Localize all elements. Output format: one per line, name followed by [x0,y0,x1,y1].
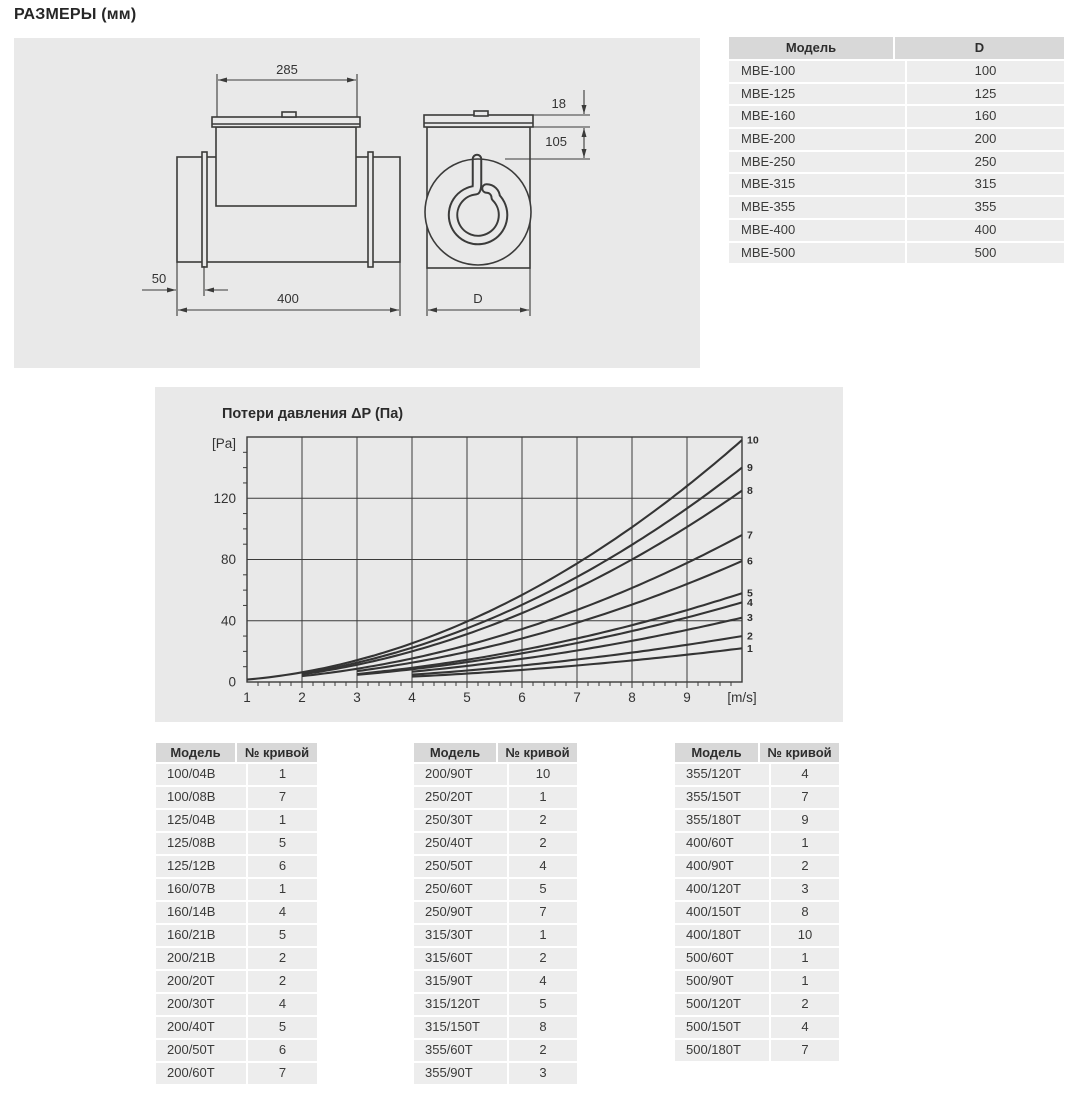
table-header-row [156,743,317,762]
x-tick-label: 5 [463,690,471,705]
table-cell: MBE-400 [729,220,905,241]
table-row [156,994,317,1015]
table-header-cell: Модель [675,743,758,762]
table-row [675,764,839,785]
curve-label-8: 8 [747,485,753,498]
table-cell: 2 [509,1040,577,1061]
dim-label-285: 285 [276,62,298,77]
table-cell: 1 [248,879,317,900]
table-row [675,810,839,831]
table-cell: 315/150T [414,1017,507,1038]
table-cell: 7 [771,787,839,808]
table-cell: 200/60T [156,1063,246,1084]
table-cell: 315/90T [414,971,507,992]
table-row [675,994,839,1015]
table-cell: 355 [907,197,1064,218]
table-cell: 355/120T [675,764,769,785]
table-row [414,833,577,854]
table-cell: 4 [509,856,577,877]
table-cell: 250/50T [414,856,507,877]
table-cell: 1 [771,833,839,854]
table-row [156,1017,317,1038]
table-cell: 125/12B [156,856,246,877]
curve-table-1 [156,743,317,1084]
table-cell: 4 [248,902,317,923]
table-row [675,1040,839,1061]
dimension-50 [142,262,228,316]
dimension-285 [217,62,357,117]
table-header-row [729,37,1064,59]
table-cell: 2 [509,948,577,969]
table-cell: 355/60T [414,1040,507,1061]
table-row [156,879,317,900]
table-cell: 2 [771,856,839,877]
dim-label-105: 105 [545,134,567,149]
table-row [156,833,317,854]
table-cell: 160/21B [156,925,246,946]
table-cell: 400/60T [675,833,769,854]
table-cell: 8 [509,1017,577,1038]
table-cell: 250/60T [414,879,507,900]
table-cell: 5 [509,994,577,1015]
table-row [675,1017,839,1038]
table-row [414,764,577,785]
table-cell: 200/20T [156,971,246,992]
table-cell: 200/50T [156,1040,246,1061]
table-cell: 500/90T [675,971,769,992]
page-title: РАЗМЕРЫ (мм) [14,6,137,23]
table-row [156,948,317,969]
dim-label-50: 50 [151,271,167,286]
table-cell: 400/150T [675,902,769,923]
table-row [675,833,839,854]
table-cell: 500/180T [675,1040,769,1061]
table-cell: 315/60T [414,948,507,969]
table-row [414,1017,577,1038]
table-cell: 125/04B [156,810,246,831]
table-cell: 355/150T [675,787,769,808]
table-row [156,1040,317,1061]
x-tick-label: 8 [628,690,636,705]
table-cell: 7 [248,1063,317,1084]
table-cell: 1 [248,764,317,785]
table-header-cell: № кривой [237,743,317,762]
table-header-cell: № кривой [760,743,839,762]
table-row [675,948,839,969]
table-row [414,810,577,831]
table-row [729,106,1064,127]
x-tick-label: 1 [243,690,251,705]
table-row [414,879,577,900]
table-cell: 2 [509,810,577,831]
table-cell: 400/90T [675,856,769,877]
table-cell: 200/21B [156,948,246,969]
table-cell: 125 [907,84,1064,105]
table-header-cell: № кривой [498,743,577,762]
box-cap-front [424,115,533,127]
table-cell: 100/08B [156,787,246,808]
table-cell: 1 [248,810,317,831]
table-row [729,84,1064,105]
model-dimension-table [729,37,1064,263]
table-cell: 7 [248,787,317,808]
table-cell: 500 [907,243,1064,264]
curve-label-7: 7 [747,529,753,542]
table-cell: 4 [509,971,577,992]
table-cell: 4 [771,764,839,785]
table-cell: MBE-100 [729,61,905,82]
chart-title: Потери давления ΔP (Па) [222,406,404,422]
table-cell: 200/90T [414,764,507,785]
curve-label-2: 2 [747,630,753,643]
table-cell: 2 [248,948,317,969]
table-row [414,948,577,969]
table-row [729,197,1064,218]
table-cell: 500/120T [675,994,769,1015]
terminal-box-side [216,127,356,206]
box-cap-side [212,117,360,127]
dim-label-D: D [473,291,483,306]
dimension-D [427,268,530,316]
table-cell: MBE-125 [729,84,905,105]
heater-front-view [424,111,533,268]
x-tick-label: 3 [353,690,361,705]
cap-tab-side [282,112,296,117]
table-cell: 3 [771,879,839,900]
table-cell: 10 [771,925,839,946]
curve-table-2 [414,743,577,1084]
flange-right [368,152,373,267]
table-cell: 315/120T [414,994,507,1015]
table-cell: 2 [248,971,317,992]
table-cell: 160/07B [156,879,246,900]
table-header-row [414,743,577,762]
table-cell: 250/20T [414,787,507,808]
table-row [675,971,839,992]
table-header-cell: Модель [414,743,496,762]
table-cell: 6 [248,856,317,877]
table-row [156,810,317,831]
table-row [414,1040,577,1061]
table-row [414,994,577,1015]
table-cell: 315/30T [414,925,507,946]
table-row [729,152,1064,173]
table-cell: 4 [771,1017,839,1038]
table-cell: MBE-250 [729,152,905,173]
table-cell: 250 [907,152,1064,173]
table-cell: 400 [907,220,1064,241]
y-tick-label: 120 [213,490,236,506]
table-cell: 7 [509,902,577,923]
table-cell: 5 [248,1017,317,1038]
table-cell: 200 [907,129,1064,150]
dim-label-18: 18 [551,96,566,111]
curve-label-9: 9 [747,462,753,475]
table-cell: 250/90T [414,902,507,923]
table-cell: 1 [509,787,577,808]
curve-label-10: 10 [747,434,759,447]
x-tick-label: 6 [518,690,526,705]
table-row [675,925,839,946]
curve-label-5: 5 [747,587,753,600]
x-tick-label: 9 [683,690,691,705]
table-row [156,856,317,877]
table-row [729,243,1064,264]
table-cell: 500/150T [675,1017,769,1038]
table-cell: 5 [509,879,577,900]
x-axis-unit: [m/s] [727,690,757,705]
table-cell: 2 [771,994,839,1015]
table-row [675,879,839,900]
table-cell: 500/60T [675,948,769,969]
curve-label-3: 3 [747,612,753,625]
table-cell: 200/40T [156,1017,246,1038]
table-header-cell: Модель [156,743,235,762]
table-row [414,902,577,923]
table-row [156,925,317,946]
table-cell: 6 [248,1040,317,1061]
x-tick-label: 7 [573,690,581,705]
pressure-loss-chart [155,387,843,722]
table-cell: 100 [907,61,1064,82]
table-cell: 3 [509,1063,577,1084]
table-cell: MBE-200 [729,129,905,150]
flange-left [202,152,207,267]
pressure-loss-chart-panel [155,387,843,722]
technical-drawing [14,38,700,368]
table-row [156,902,317,923]
table-header-cell: D [895,37,1064,59]
curve-4 [357,602,742,674]
axis-ticks [243,452,731,688]
table-row [414,1063,577,1084]
table-cell: 355/90T [414,1063,507,1084]
table-cell: 400/180T [675,925,769,946]
table-cell: 10 [509,764,577,785]
table-row [729,174,1064,195]
table-row [729,61,1064,82]
curve-label-4: 4 [747,596,753,609]
y-tick-label: 0 [228,674,236,690]
table-cell: 355/180T [675,810,769,831]
table-cell: MBE-500 [729,243,905,264]
curve-number-labels [747,435,759,655]
table-row [675,856,839,877]
table-cell: MBE-315 [729,174,905,195]
table-row [156,1063,317,1084]
table-cell: MBE-355 [729,197,905,218]
table-cell: 1 [771,971,839,992]
dimensions-drawing-panel [14,38,700,368]
table-row [414,787,577,808]
table-cell: 250/40T [414,833,507,854]
table-row [729,129,1064,150]
curve-table-3 [675,743,839,1061]
table-row [414,971,577,992]
y-axis-unit: [Pa] [211,436,236,451]
table-cell: 400/120T [675,879,769,900]
table-cell: 125/08B [156,833,246,854]
table-cell: 8 [771,902,839,923]
table-row [729,220,1064,241]
x-tick-label: 2 [298,690,306,705]
table-row [156,787,317,808]
table-row [675,902,839,923]
table-header-cell: Модель [729,37,893,59]
table-cell: 1 [771,948,839,969]
y-tick-label: 80 [220,552,236,567]
table-cell: 315 [907,174,1064,195]
table-cell: 160/14B [156,902,246,923]
table-row [156,764,317,785]
dim-label-400: 400 [277,291,299,306]
curve-label-6: 6 [747,555,753,568]
table-cell: 5 [248,833,317,854]
table-cell: 9 [771,810,839,831]
table-header-row [675,743,839,762]
table-cell: 4 [248,994,317,1015]
table-cell: 1 [509,925,577,946]
table-cell: 5 [248,925,317,946]
table-row [156,971,317,992]
table-cell: 160 [907,106,1064,127]
table-row [675,787,839,808]
table-row [414,925,577,946]
heater-side-view [177,112,400,267]
table-cell: 7 [771,1040,839,1061]
cap-tab-front [474,111,488,116]
y-tick-label: 40 [220,613,236,629]
table-cell: MBE-160 [729,106,905,127]
x-tick-label: 4 [408,690,416,705]
table-cell: 100/04B [156,764,246,785]
table-cell: 2 [509,833,577,854]
curve-label-1: 1 [747,642,753,655]
table-row [414,856,577,877]
table-cell: 250/30T [414,810,507,831]
table-cell: 200/30T [156,994,246,1015]
